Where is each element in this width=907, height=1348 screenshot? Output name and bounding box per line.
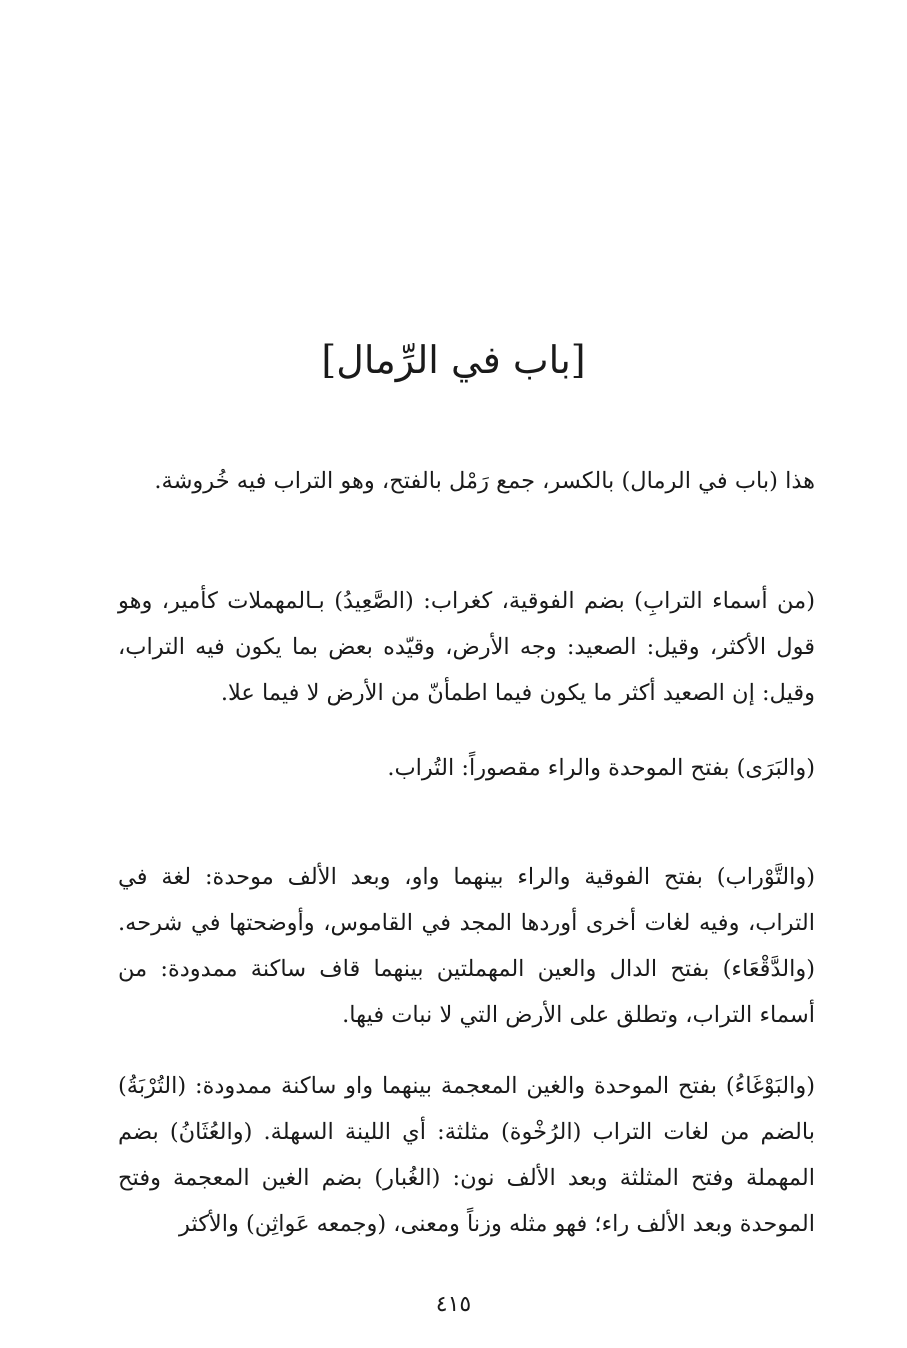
- paragraph-3: (والبَرَى) بفتح الموحدة والراء مقصوراً: التُراب.: [387, 755, 815, 781]
- paragraph-5: (والبَوْغَاءُ) بفتح الموحدة والغين المعجمة بينهما واو ساكنة ممدودة: (التُرْبَةُ) بالضم من لغات التراب (الرُخْوة) مثلثة: أي اللينة السهلة. (والعُثَانُ) بضم المهملة وفتح المثلثة وبعد الألف نون: (الغُبار) بضم الغين المعجمة وفتح الموحدة وبعد الألف راء؛ فهو مثله وزناً ومعنى، (وجمعه عَواثِن) والأكثر: [118, 1073, 815, 1237]
- paragraph-2: (من أسماء الترابِ) بضم الفوقية، كغراب: (الصَّعِيدُ) بـالمهملات كأمير، وهو قول الأكثر، وقيل: الصعيد: وجه الأرض، وقيّده بعض بما يكون فيه التراب، وقيل: إن الصعيد أكثر ما يكون فيما اطمأنّ من الأرض لا فيما علا.: [118, 588, 815, 706]
- paragraph-1: هذا (باب في الرمال) بالكسر، جمع رَمْل بالفتح، وهو التراب فيه خُروشة.: [154, 468, 815, 494]
- page-number: ٤١٥: [435, 1292, 472, 1317]
- paragraph-4: (والتَّوْراب) بفتح الفوقية والراء بينهما واو، وبعد الألف موحدة: لغة في التراب، وفيه لغات أخرى أوردها المجد في القاموس، وأوضحتها في شرحه. (والدَّقْعَاء) بفتح الدال والعين المهملتين بينهما قاف ساكنة ممدودة: من أسماء التراب، وتطلق على الأرض التي لا نبات فيها.: [118, 864, 815, 1028]
- chapter-title: [باب في الرِّمال]: [321, 338, 586, 382]
